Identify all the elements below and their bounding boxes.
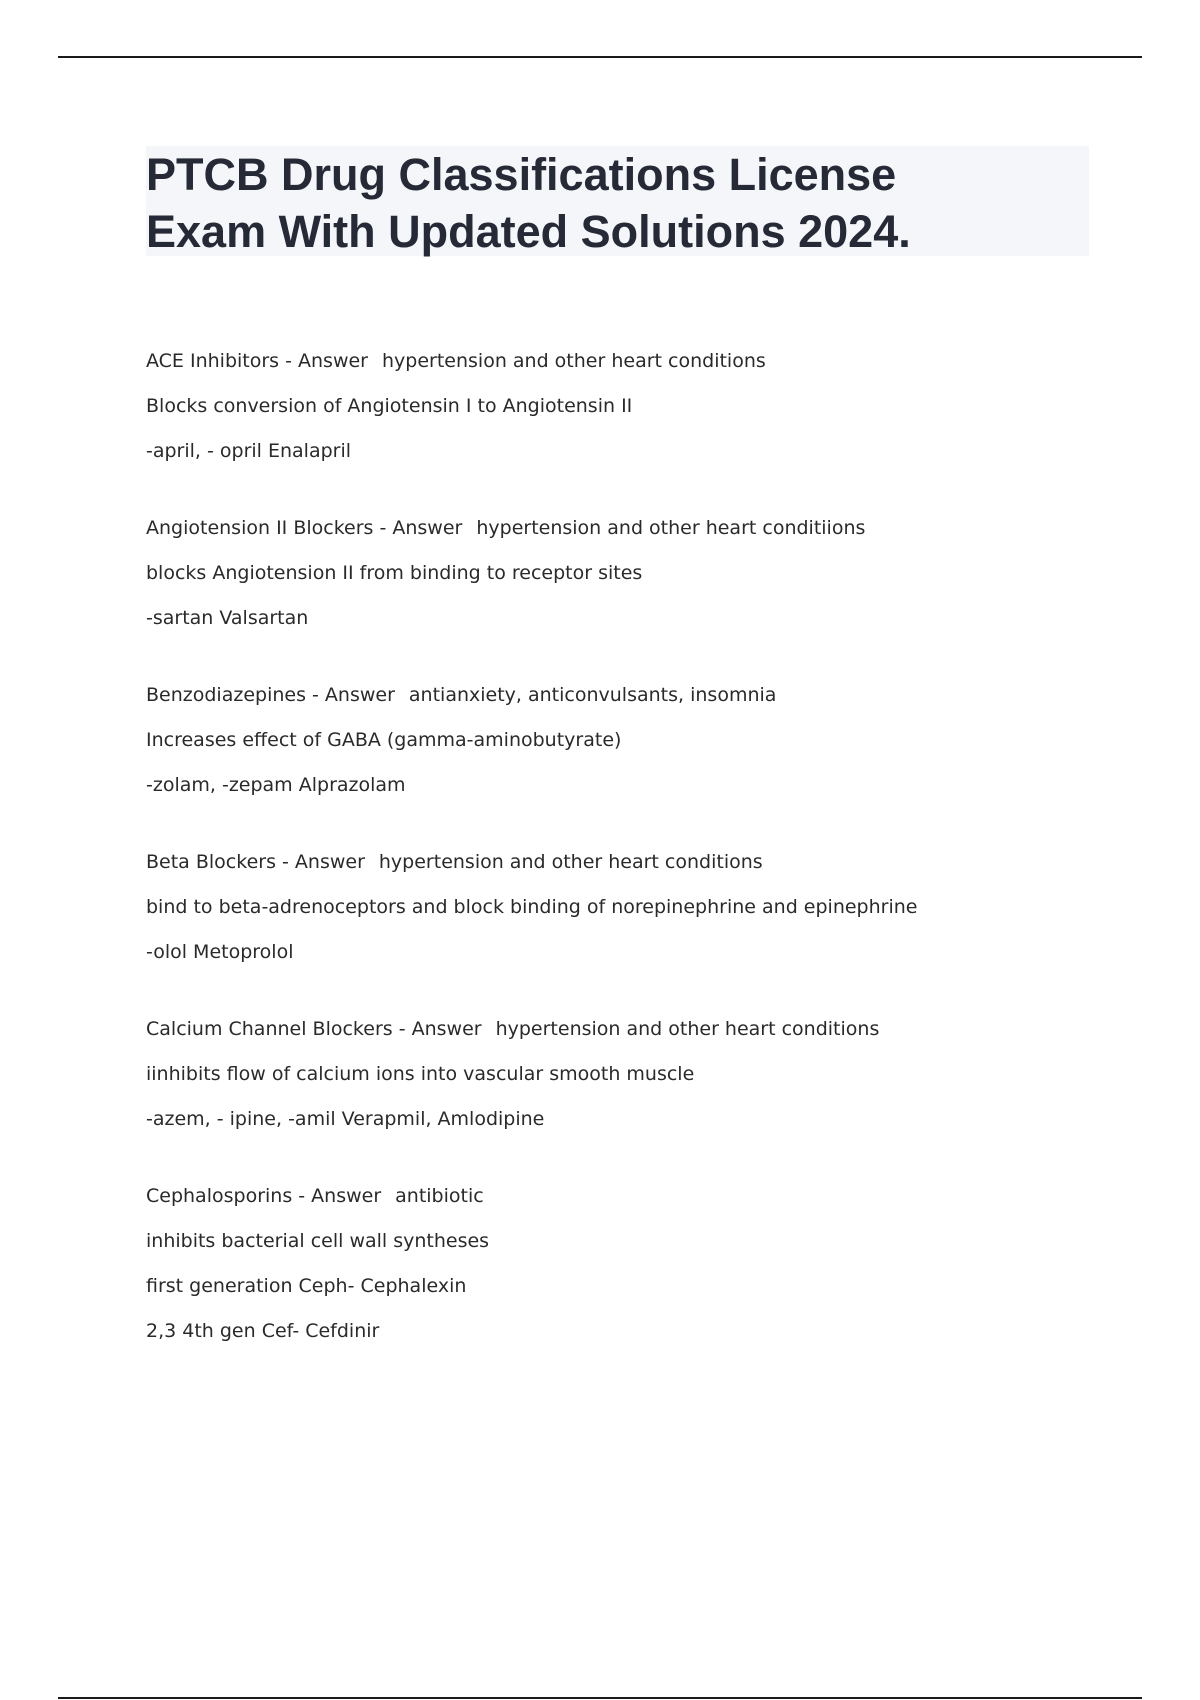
detail-line: bind to beta-adrenoceptors and block binding of norepinephrine and epinephrine	[146, 896, 918, 918]
question-text: Angiotension II Blockers - Answer	[146, 517, 463, 539]
detail-line: -azem, - ipine, -amil Verapmil, Amlodipine	[146, 1108, 545, 1130]
qa-list	[146, 346, 1106, 1393]
answer-text: antibiotic	[395, 1185, 484, 1207]
question-line	[146, 1014, 1106, 1059]
footer-rule	[58, 1697, 1142, 1699]
answer-text: hypertension and other heart conditions	[378, 851, 763, 873]
title-block	[146, 146, 1089, 256]
detail-line: -april, - opril Enalapril	[146, 440, 352, 462]
detail-line: inhibits bacterial cell wall syntheses	[146, 1230, 490, 1252]
qa-entry	[146, 513, 1106, 633]
detail-line: -zolam, -zepam Alprazolam	[146, 774, 406, 796]
detail-line: first generation Ceph- Cephalexin	[146, 1275, 467, 1297]
qa-entry	[146, 1014, 1106, 1134]
header-rule	[58, 56, 1142, 58]
answer-text: antianxiety, anticonvulsants, insomnia	[408, 684, 777, 706]
detail-line: blocks Angiotension II from binding to receptor sites	[146, 562, 643, 584]
page-title	[146, 146, 1086, 260]
detail-line: iinhibits flow of calcium ions into vascular smooth muscle	[146, 1063, 695, 1085]
detail-line: -sartan Valsartan	[146, 607, 309, 629]
qa-entry	[146, 346, 1106, 466]
qa-entry	[146, 1181, 1106, 1346]
question-text: ACE Inhibitors - Answer	[146, 350, 368, 372]
detail-line: -olol Metoprolol	[146, 941, 294, 963]
answer-text: hypertension and other heart conditiions	[476, 517, 866, 539]
detail-line: 2,3 4th gen Cef- Cefdinir	[146, 1320, 380, 1342]
question-line	[146, 680, 1106, 725]
qa-entry	[146, 847, 1106, 967]
detail-line: Increases effect of GABA (gamma-aminobutyrate)	[146, 729, 622, 751]
detail-line: Blocks conversion of Angiotensin I to Angiotensin II	[146, 395, 633, 417]
question-line	[146, 1181, 1106, 1226]
question-text: Cephalosporins - Answer	[146, 1185, 382, 1207]
title-line-1: PTCB Drug Classifications License	[146, 149, 897, 200]
qa-entry	[146, 680, 1106, 800]
question-line	[146, 346, 1106, 391]
question-text: Beta Blockers - Answer	[146, 851, 365, 873]
title-line-2: Exam With Updated Solutions 2024.	[146, 206, 911, 257]
answer-text: hypertension and other heart conditions	[381, 350, 766, 372]
question-line	[146, 513, 1106, 558]
question-line	[146, 847, 1106, 892]
question-text: Benzodiazepines - Answer	[146, 684, 395, 706]
answer-text: hypertension and other heart conditions	[495, 1018, 880, 1040]
question-text: Calcium Channel Blockers - Answer	[146, 1018, 482, 1040]
